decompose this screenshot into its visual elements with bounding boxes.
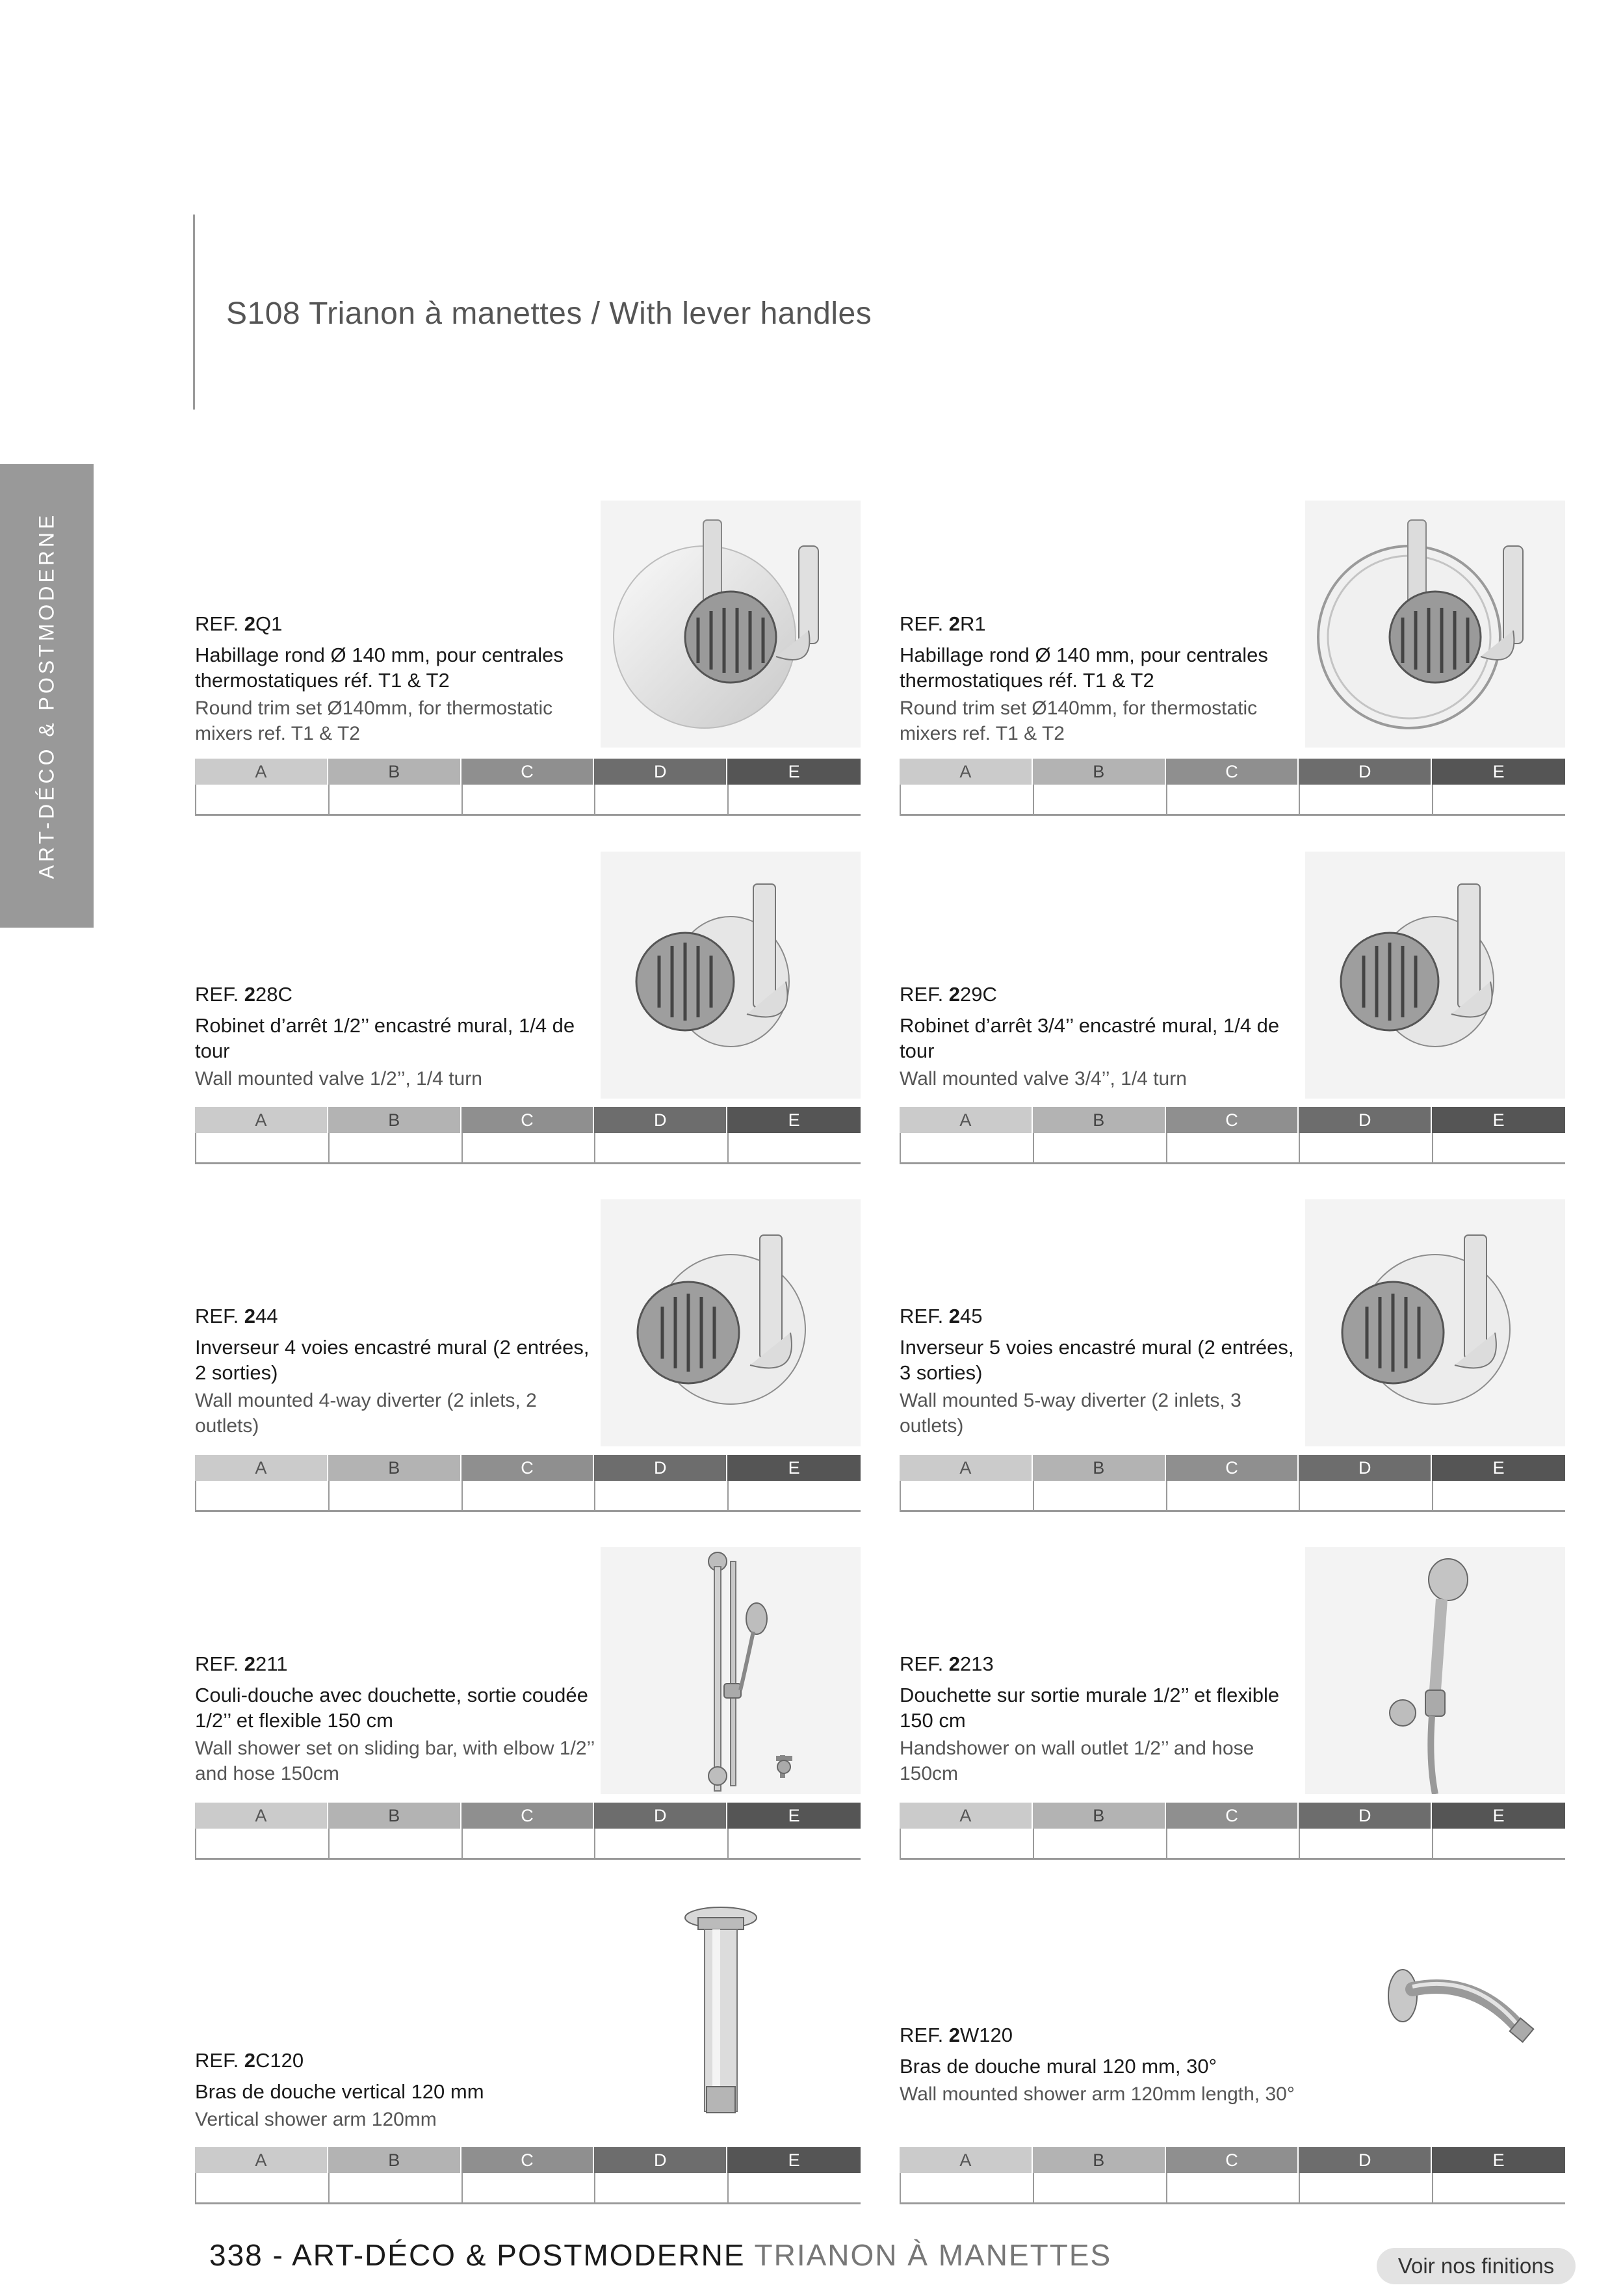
finish-cell-d — [594, 1829, 727, 1860]
finish-header-d: D — [1299, 1455, 1432, 1481]
product-229C — [900, 852, 1565, 1170]
finish-header-b: B — [328, 1455, 461, 1481]
finish-cell-a — [900, 1133, 1033, 1164]
product-2W120 — [900, 1892, 1565, 2210]
finish-header-c: C — [1166, 759, 1299, 785]
product-text — [900, 1303, 1303, 1439]
finish-table — [195, 759, 861, 816]
header-rule — [193, 215, 195, 410]
finish-header-a: A — [900, 1107, 1033, 1133]
finish-cell-b — [328, 1481, 461, 1512]
description-fr: Bras de douche vertical 120 mm — [195, 2080, 484, 2103]
finish-header-d: D — [594, 2147, 727, 2173]
finish-cell-b — [1033, 1133, 1166, 1164]
finish-header-d: D — [1299, 759, 1432, 785]
description-en: Round trim set Ø140mm, for thermostatic mixers ref. T1 & T2 — [195, 698, 553, 744]
description-fr: Couli-douche avec douchette, sortie coudée 1/2’’ et flexible 150 cm — [195, 1684, 588, 1732]
finish-table — [195, 1455, 861, 1512]
finish-header-e: E — [1432, 759, 1565, 785]
finish-table — [900, 759, 1565, 816]
finish-table — [900, 1107, 1565, 1164]
see-finishes-button[interactable]: Voir nos finitions — [1377, 2248, 1576, 2284]
vertical-shower-arm-image — [601, 1892, 861, 2139]
finish-header-a: A — [195, 2147, 328, 2173]
footer-section: 338 - ART-DÉCO & POSTMODERNE — [209, 2238, 746, 2272]
description-fr: Robinet d’arrêt 3/4’’ encastré mural, 1/4 de tour — [900, 1014, 1280, 1062]
finish-table — [900, 1803, 1565, 1860]
product-text — [195, 1303, 598, 1439]
finish-cell-b — [328, 1133, 461, 1164]
product-text — [900, 611, 1303, 746]
finish-cell-e — [1432, 1133, 1565, 1164]
finish-cell-b — [1033, 785, 1166, 816]
finish-header-e: E — [727, 2147, 861, 2173]
finish-cell-d — [594, 1133, 727, 1164]
finish-header-a: A — [195, 1107, 328, 1133]
product-ref: REF. 2Q1 — [195, 612, 283, 635]
finish-cell-c — [461, 1481, 595, 1512]
round-trim-plate-image — [601, 501, 861, 748]
finish-table — [195, 2147, 861, 2204]
description-en: Wall mounted shower arm 120mm length, 30° — [900, 2083, 1295, 2105]
finish-header-c: C — [461, 759, 595, 785]
description-fr: Inverseur 5 voies encastré mural (2 entrées, 3 sorties) — [900, 1336, 1294, 1384]
finish-cell-c — [1166, 1829, 1299, 1860]
finish-header-c: C — [1166, 1803, 1299, 1829]
finish-cell-e — [1432, 1829, 1565, 1860]
finish-cell-d — [1299, 1829, 1432, 1860]
description-fr: Habillage rond Ø 140 mm, pour centrales thermostatiques réf. T1 & T2 — [195, 644, 564, 692]
product-text — [900, 982, 1303, 1091]
finish-table — [900, 2147, 1565, 2204]
wall-valve-image — [1305, 852, 1565, 1099]
product-ref: REF. 2213 — [900, 1652, 994, 1675]
description-fr: Inverseur 4 voies encastré mural (2 entrées, 2 sorties) — [195, 1336, 590, 1384]
finish-cell-e — [727, 1133, 861, 1164]
finish-header-b: B — [328, 759, 461, 785]
finish-header-b: B — [328, 1803, 461, 1829]
finish-cell-c — [1166, 785, 1299, 816]
finish-cell-d — [1299, 2173, 1432, 2204]
finish-header-a: A — [900, 2147, 1033, 2173]
finish-cell-a — [900, 2173, 1033, 2204]
finish-header-b: B — [1033, 1455, 1166, 1481]
finish-cell-a — [195, 785, 328, 816]
finish-header-d: D — [594, 759, 727, 785]
product-text — [195, 1651, 598, 1786]
finish-cell-e — [727, 785, 861, 816]
finish-cell-c — [1166, 1481, 1299, 1512]
finish-cell-a — [900, 785, 1033, 816]
finish-header-b: B — [1033, 759, 1166, 785]
finish-header-c: C — [461, 1455, 595, 1481]
description-fr: Robinet d’arrêt 1/2’’ encastré mural, 1/4 de tour — [195, 1014, 575, 1062]
finish-cell-c — [461, 2173, 595, 2204]
finish-header-a: A — [195, 759, 328, 785]
finish-cell-c — [1166, 1133, 1299, 1164]
description-en: Round trim set Ø140mm, for thermostatic mixers ref. T1 & T2 — [900, 698, 1258, 744]
finish-header-b: B — [1033, 1803, 1166, 1829]
side-tab-label: ART-DÉCO & POSTMODERNE — [34, 512, 58, 880]
finish-header-a: A — [900, 1803, 1033, 1829]
product-ref: REF. 245 — [900, 1305, 983, 1327]
product-2211 — [195, 1547, 861, 1866]
finish-header-c: C — [461, 1107, 595, 1133]
finish-table — [900, 1455, 1565, 1512]
finish-cell-d — [594, 2173, 727, 2204]
finish-header-c: C — [1166, 1107, 1299, 1133]
finish-cell-c — [461, 785, 595, 816]
description-en: Wall mounted 5-way diverter (2 inlets, 3 outlets) — [900, 1390, 1241, 1437]
finish-header-a: A — [195, 1803, 328, 1829]
finish-header-e: E — [1432, 2147, 1565, 2173]
finish-cell-b — [1033, 2173, 1166, 2204]
finish-header-b: B — [1033, 2147, 1166, 2173]
product-text — [195, 2048, 598, 2132]
finish-header-d: D — [594, 1107, 727, 1133]
finish-header-d: D — [594, 1803, 727, 1829]
finish-header-d: D — [1299, 2147, 1432, 2173]
finish-cell-e — [727, 2173, 861, 2204]
product-ref: REF. 2C120 — [195, 2049, 304, 2072]
product-text — [195, 611, 598, 746]
product-ref: REF. 244 — [195, 1305, 278, 1327]
finish-header-d: D — [594, 1455, 727, 1481]
finish-header-e: E — [727, 1803, 861, 1829]
finish-table — [195, 1107, 861, 1164]
finish-cell-d — [1299, 1481, 1432, 1512]
finish-cell-b — [328, 2173, 461, 2204]
product-ref: REF. 228C — [195, 983, 292, 1006]
wall-shower-arm-image — [1305, 1892, 1565, 2139]
description-en: Vertical shower arm 120mm — [195, 2109, 437, 2130]
finish-cell-b — [1033, 1829, 1166, 1860]
finish-cell-e — [1432, 1481, 1565, 1512]
finish-cell-a — [195, 1829, 328, 1860]
page-title: S108 Trianon à manettes / With lever handles — [226, 296, 872, 331]
finish-header-a: A — [900, 759, 1033, 785]
finish-header-c: C — [461, 2147, 595, 2173]
side-tab — [0, 464, 94, 928]
sliding-bar-shower-image — [601, 1547, 861, 1794]
description-fr: Habillage rond Ø 140 mm, pour centrales thermostatiques réf. T1 & T2 — [900, 644, 1268, 692]
footer-subsection: TRIANON À MANETTES — [754, 2238, 1112, 2272]
description-en: Wall mounted 4-way diverter (2 inlets, 2 outlets) — [195, 1390, 537, 1437]
product-text — [195, 982, 598, 1091]
finish-cell-b — [1033, 1481, 1166, 1512]
product-2C120 — [195, 1892, 861, 2210]
product-ref: REF. 2211 — [195, 1652, 288, 1675]
product-245 — [900, 1199, 1565, 1518]
finish-header-e: E — [727, 1455, 861, 1481]
page-footer — [209, 2237, 1111, 2273]
wall-valve-image — [601, 852, 861, 1099]
diverter-image — [601, 1199, 861, 1446]
finish-cell-d — [594, 785, 727, 816]
finish-header-a: A — [900, 1455, 1033, 1481]
product-2R1 — [900, 501, 1565, 819]
finish-header-c: C — [1166, 2147, 1299, 2173]
finish-cell-e — [727, 1829, 861, 1860]
handshower-image — [1305, 1547, 1565, 1794]
finish-cell-e — [1432, 785, 1565, 816]
finish-cell-d — [1299, 1133, 1432, 1164]
finish-header-b: B — [1033, 1107, 1166, 1133]
finish-header-e: E — [727, 759, 861, 785]
product-ref: REF. 229C — [900, 983, 997, 1006]
product-228C — [195, 852, 861, 1170]
finish-header-d: D — [1299, 1107, 1432, 1133]
finish-header-c: C — [461, 1803, 595, 1829]
description-en: Wall mounted valve 1/2’’, 1/4 turn — [195, 1068, 482, 1089]
finish-header-b: B — [328, 1107, 461, 1133]
finish-header-c: C — [1166, 1455, 1299, 1481]
finish-cell-d — [594, 1481, 727, 1512]
finish-header-e: E — [1432, 1107, 1565, 1133]
finish-header-e: E — [1432, 1455, 1565, 1481]
finish-header-b: B — [328, 2147, 461, 2173]
finish-cell-a — [195, 1481, 328, 1512]
product-2Q1 — [195, 501, 861, 819]
finish-cell-c — [1166, 2173, 1299, 2204]
product-ref: REF. 2R1 — [900, 612, 986, 635]
round-trim-plate-ridged-image — [1305, 501, 1565, 748]
finish-cell-b — [328, 1829, 461, 1860]
product-text — [900, 1651, 1303, 1786]
finish-cell-c — [461, 1829, 595, 1860]
finish-cell-a — [900, 1481, 1033, 1512]
finish-header-e: E — [727, 1107, 861, 1133]
finish-cell-d — [1299, 785, 1432, 816]
product-ref: REF. 2W120 — [900, 2024, 1013, 2046]
finish-cell-a — [195, 1133, 328, 1164]
finish-table — [195, 1803, 861, 1860]
finish-cell-c — [461, 1133, 595, 1164]
description-en: Handshower on wall outlet 1/2’’ and hose 150cm — [900, 1738, 1254, 1784]
product-text — [900, 2022, 1303, 2107]
finish-header-d: D — [1299, 1803, 1432, 1829]
diverter-image — [1305, 1199, 1565, 1446]
description-fr: Douchette sur sortie murale 1/2’’ et flexible 150 cm — [900, 1684, 1280, 1732]
finish-cell-e — [727, 1481, 861, 1512]
description-fr: Bras de douche mural 120 mm, 30° — [900, 2055, 1217, 2078]
finish-cell-a — [195, 2173, 328, 2204]
description-en: Wall mounted valve 3/4’’, 1/4 turn — [900, 1068, 1187, 1089]
description-en: Wall shower set on sliding bar, with elbow 1/2’’ and hose 150cm — [195, 1738, 595, 1784]
product-2213 — [900, 1547, 1565, 1866]
finish-header-e: E — [1432, 1803, 1565, 1829]
finish-cell-e — [1432, 2173, 1565, 2204]
product-244 — [195, 1199, 861, 1518]
finish-cell-b — [328, 785, 461, 816]
finish-header-a: A — [195, 1455, 328, 1481]
finish-cell-a — [900, 1829, 1033, 1860]
